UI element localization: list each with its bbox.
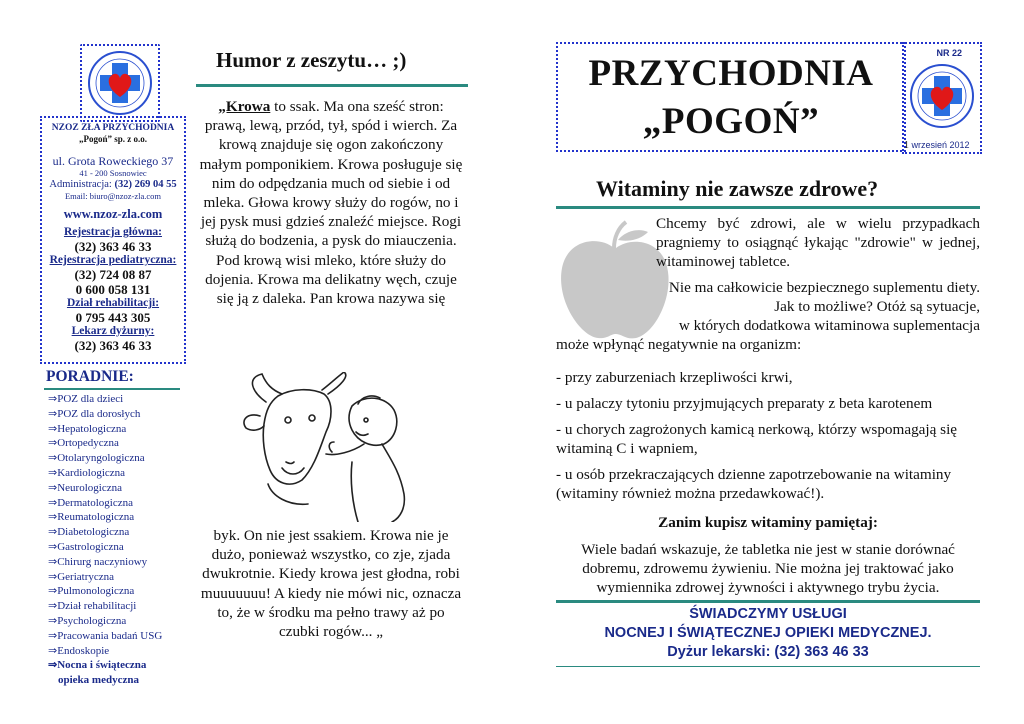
contact-label: Rejestracja główna: [63, 226, 163, 238]
masthead-box [556, 42, 906, 152]
poradnia-item [48, 451, 188, 466]
arrow-icon: ⇒ [48, 496, 58, 509]
email[interactable]: Email: biuro@nzoz-zla.com [64, 191, 162, 201]
poradnie-title: PORADNIE: [46, 368, 134, 385]
arrow-icon: ⇒ [48, 585, 58, 598]
arrow-icon: ⇒ [48, 407, 58, 420]
humor-body-1: to ssak. Ma ona sześć stron: prawą, lewą, przód, tył, spód i wierch. Za krową znajduje się ogon zakończony małym pomponikiem. Krowa posługuje się nim do odpędzania much od siebie i od mleka. Głowa krowy służy do rogów, no i jej pysk musi gdzieś znaleźć miejsce. Rogi służą do bodzenia, a pysk do miauczenia. Pod krową wisi mleko, które służy do dojenia. Krowa ma delikatny węch, czuje się ją z daleka. Pan krowa nazywa się [199, 98, 463, 308]
poradnia-label: Reumatologiczna [57, 511, 135, 524]
list-item: - przy zaburzeniach krzepliwości krwi, [556, 369, 793, 386]
services-divider [556, 600, 980, 603]
issue-date-day: 1 [904, 140, 909, 151]
list-item: - u chorych zagrożonych kamicą nerkową, którzy wspomagają się witaminą C i wapniem, [556, 421, 958, 457]
poradnia-label: Hepatologiczna [57, 422, 127, 435]
issue-date [904, 140, 970, 151]
arrow-icon: ⇒ [48, 614, 58, 627]
poradnia-item [48, 466, 188, 481]
article-divider [556, 206, 980, 209]
arrow-icon: ⇒ [48, 511, 58, 524]
contact-phone: (32) 724 08 87 [74, 267, 152, 282]
poradnia-label: Neurologiczna [57, 481, 122, 494]
poradnia-label: POZ dla dorosłych [57, 407, 141, 420]
issue-box [902, 42, 982, 154]
humor-divider [196, 84, 468, 87]
issue-date-rest: wrzesień 2012 [909, 140, 970, 150]
poradnia-item [48, 570, 188, 585]
contact-list [42, 226, 184, 353]
poradnia-item [48, 436, 188, 451]
remember-heading: Zanim kupisz witaminy pamiętaj: [658, 514, 878, 531]
list-item: - u osób przekraczających dzienne zapotrzebowanie na witaminy (witaminy również można przedawkować!). [556, 466, 952, 502]
poradnia-item [48, 481, 188, 496]
poradnia-label: Gastrologiczna [57, 540, 124, 553]
poradnia-label: POZ dla dzieci [57, 393, 124, 405]
list-item: - u palaczy tytoniu przyjmujących preparaty z beta karotenem [556, 395, 933, 412]
humor-text-2: byk. On nie jest ssakiem. Krowa nie je dużo, ponieważ wszystko, co zje, zjada dwukrotnie. Kiedy krowa jest głodna, robi muuuuuuu! A kiedy nie mówi nic, oznacza to, że w środku ma pełno trawy aż po czubki rogów... „ [200, 527, 462, 641]
contact-phone: (32) 363 46 33 [74, 239, 152, 254]
arrow-icon: ⇒ [48, 629, 58, 642]
poradnia-item [48, 599, 188, 614]
arrow-icon: ⇒ [48, 422, 58, 435]
arrow-icon: ⇒ [48, 437, 58, 450]
contact-label: Rejestracja pediatryczna: [49, 254, 177, 266]
contact-phone: 0 795 443 305 [75, 310, 151, 325]
issue-number: NR 22 [936, 48, 962, 58]
poradnia-item [48, 510, 188, 525]
poradnia-item [48, 540, 188, 555]
humor-keyword: „Krowa [218, 98, 271, 115]
masthead-title-line-2: „POGOŃ” [642, 101, 820, 142]
cow-and-boy-illustration [232, 372, 422, 522]
poradnia-item [48, 584, 188, 599]
poradnia-label: Chirurg naczyniowy [57, 555, 148, 568]
poradnia-label: Dział rehabilitacji [57, 600, 137, 613]
humor-text-1 [196, 97, 466, 308]
clinic-logo-box [80, 44, 160, 122]
poradnia-item [48, 614, 188, 629]
arrow-icon: ⇒ [48, 555, 58, 568]
address-street: ul. Grota Roweckiego 37 [52, 154, 174, 168]
contact-phone: 0 600 058 131 [75, 282, 151, 297]
contact-label: Dział rehabilitacji: [66, 297, 160, 309]
services-box [556, 605, 980, 662]
services-line-1: ŚWIADCZYMY USŁUGI [689, 606, 847, 622]
arrow-icon: ⇒ [48, 466, 58, 479]
article-title: Witaminy nie zawsze zdrowe? [596, 176, 879, 201]
org-sub: „Pogoń” sp. z o.o. [78, 134, 147, 144]
arrow-icon: ⇒ [48, 644, 58, 657]
poradnia-label: Kardiologiczna [57, 466, 126, 479]
poradnia-label: Endoskopie [57, 644, 110, 657]
article-paragraph-2 [556, 278, 980, 354]
poradnia-label: Ortopedyczna [57, 437, 119, 450]
org-name: NZOZ ZŁA PRZYCHODNIA [51, 123, 175, 133]
poradnia-label: Otolaryngologiczna [57, 452, 145, 465]
poradnie-divider [44, 388, 180, 390]
article-risk-list [556, 368, 980, 510]
poradnia-item [48, 644, 188, 659]
contact-label: Lekarz dyżurny: [71, 325, 155, 337]
clinic-logo-icon [86, 49, 154, 117]
masthead-title-line-1: PRZYCHODNIA [588, 53, 874, 94]
services-line-2: NOCNEJ I ŚWIĄTECZNEJ OPIEKI MEDYCZNEJ. [604, 625, 932, 641]
poradnia-item [48, 629, 188, 644]
article-paragraph-2c: może wpłynąć negatywnie na organizm: [556, 336, 802, 353]
article-paragraph-2b: w których dodatkowa witaminowa suplementacja [678, 317, 980, 334]
arrow-icon: ⇒ [48, 452, 58, 465]
poradnia-label: Psychologiczna [57, 614, 127, 627]
admin-phone: (32) 269 04 55 [114, 179, 177, 190]
poradnia-label: Dermatologiczna [57, 496, 133, 509]
poradnia-item [48, 496, 188, 511]
poradnia-item-last [48, 658, 188, 673]
arrow-icon: ⇒ [48, 540, 58, 553]
arrow-icon: ⇒ [48, 570, 58, 583]
arrow-icon: ⇒ [48, 393, 58, 405]
poradnie-list [48, 392, 188, 688]
poradnia-label: Pulmonologiczna [57, 585, 135, 598]
poradnia-item [48, 555, 188, 570]
poradnia-label: Pracowania badań USG [57, 629, 163, 642]
contact-phone: (32) 363 46 33 [74, 338, 152, 353]
address-city: 41 - 200 Sosnowiec [79, 168, 147, 178]
humor-title: Humor z zeszytu… ;) [216, 48, 407, 72]
services-bottom-divider [556, 666, 980, 667]
admin-line [42, 178, 184, 191]
article-conclusion: Wiele badań wskazuje, że tabletka nie jest w stanie dorównać dobremu, zdrowemu żywieniu. Nie można jej traktować jako wymiennika zdrowej żywności i aktywnego trybu życia. [581, 541, 955, 596]
poradnia-item [48, 392, 188, 407]
website-link[interactable]: www.nzoz-zla.com [63, 207, 163, 221]
poradnia-item [48, 525, 188, 540]
poradnia-label: Diabetologiczna [57, 526, 130, 539]
contact-box [40, 116, 186, 364]
clinic-logo-small-icon [908, 62, 976, 130]
poradnia-label-cont: opieka medyczna [58, 674, 139, 687]
article-paragraph-1: Chcemy być zdrowi, ale w wielu przypadkach pragniemy to osiągnąć łykając "zdrowie" w jednej, witaminowej tabletce. [656, 215, 980, 270]
article-paragraph-2a: Nie ma całkowicie bezpiecznego suplementu diety. Jak to możliwe? Otóż są sytuacje, [668, 279, 980, 315]
arrow-icon: ⇒ [48, 526, 58, 539]
admin-label: Administracja: [49, 179, 112, 190]
poradnia-label: Geriatryczna [57, 570, 115, 583]
arrow-icon: ⇒ [48, 481, 58, 494]
poradnia-item [48, 422, 188, 437]
services-line-3: Dyżur lekarski: (32) 363 46 33 [667, 644, 869, 660]
poradnia-label: Nocna i świąteczna [57, 659, 147, 672]
arrow-icon: ⇒ [48, 659, 58, 672]
poradnia-item [48, 407, 188, 422]
arrow-icon: ⇒ [48, 600, 58, 613]
